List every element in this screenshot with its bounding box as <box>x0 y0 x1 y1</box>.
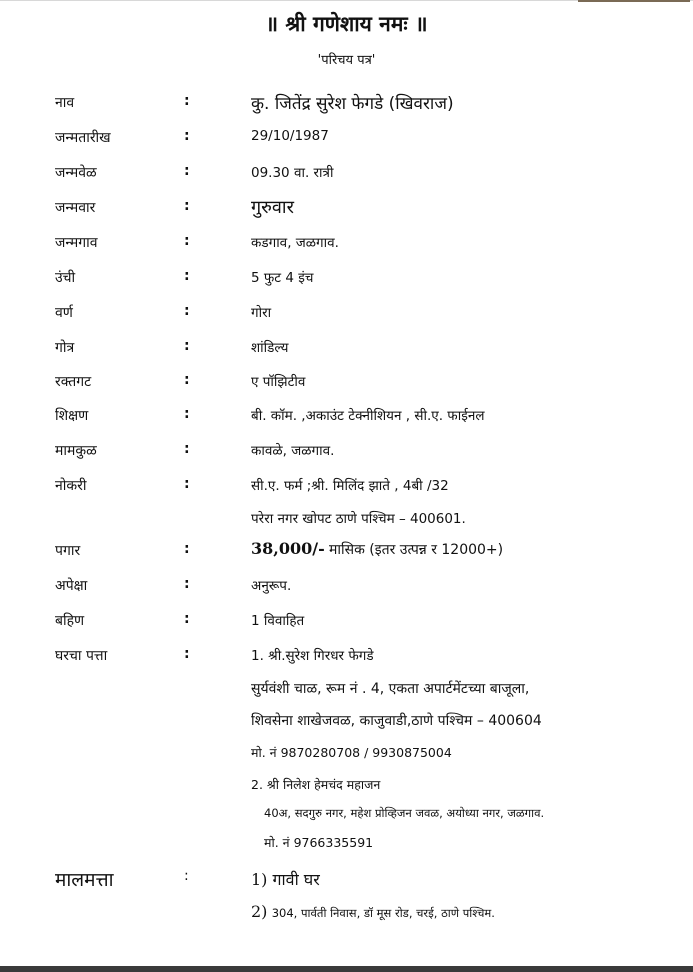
field-value: अनुरूप. <box>251 578 292 594</box>
field-row-height <box>0 268 693 292</box>
field-label: रक्तगट <box>55 374 92 390</box>
field-row-birthtime <box>0 163 693 187</box>
field-row-birthday <box>0 198 693 222</box>
field-value: बी. कॉम. ,अकाउंट टेक्नीशियन , सी.ए. फाईनल <box>251 408 485 424</box>
field-row-maternal-family <box>0 441 693 465</box>
field-label: नाव <box>55 95 75 111</box>
property-item-text: 304, पार्वती निवास, डॉ मूस रोड, चरई, ठाणे पश्चिम. <box>271 906 495 920</box>
field-colon: : <box>184 441 190 457</box>
bottom-border <box>0 966 693 972</box>
property-item-number: 1) <box>251 870 268 889</box>
field-colon: : <box>184 338 190 354</box>
field-colon: : <box>184 541 190 557</box>
field-row-complexion <box>0 303 693 327</box>
field-label: नोकरी <box>55 478 87 494</box>
field-value <box>251 539 503 559</box>
property-item-text: गावी घर <box>272 870 320 889</box>
field-label: जन्मतारीख <box>55 130 111 146</box>
address-line: मो. नं 9766335591 <box>264 835 374 850</box>
address-line: शिवसेना शाखेजवळ, काजुवाडी,ठाणे पश्चिम – 400604 <box>251 713 542 729</box>
field-colon: : <box>184 868 189 884</box>
field-row-salary <box>0 541 693 565</box>
field-row-job <box>0 476 693 500</box>
field-value: 1 विवाहित <box>251 613 305 629</box>
field-row-property <box>0 868 693 892</box>
field-label: घरचा पत्ता <box>55 648 108 664</box>
field-row-bloodgroup <box>0 372 693 396</box>
field-row-gotra <box>0 338 693 362</box>
field-colon: : <box>184 268 190 284</box>
field-row-name <box>0 93 693 117</box>
address-line: 40अ, सदगुरु नगर, महेश प्रोव्हिजन जवळ, अयोध्या नगर, जळगाव. <box>264 806 545 820</box>
property-item <box>251 902 495 921</box>
field-label: मालमत्ता <box>55 869 114 891</box>
field-label: गोत्र <box>55 340 75 356</box>
field-value: गोरा <box>251 305 272 321</box>
top-edge-mark <box>578 0 690 2</box>
field-label: वर्ण <box>55 305 73 321</box>
field-value: कडगाव, जळगाव. <box>251 235 339 251</box>
field-value: कावळे, जळगाव. <box>251 443 335 459</box>
field-row-education <box>0 406 693 430</box>
field-label: जन्मवेळ <box>55 165 97 181</box>
field-colon: : <box>184 198 190 214</box>
field-value: 5 फुट 4 इंच <box>251 270 314 286</box>
address-line: 2. श्री निलेश हेमचंद महाजन <box>251 777 381 792</box>
address-line: 1. श्री.सुरेश गिरधर फेगडे <box>251 648 374 664</box>
field-label: उंची <box>55 270 76 286</box>
field-colon: : <box>184 303 190 319</box>
address-line: सुर्यवंशी चाळ, रूम नं . 4, एकता अपार्टमेंटच्या बाजूला, <box>251 681 530 697</box>
field-row-birthplace <box>0 233 693 257</box>
property-item-number: 2) <box>251 902 268 921</box>
field-value: गुरुवार <box>251 197 294 218</box>
field-label: जन्मवार <box>55 200 96 216</box>
field-label: मामकुळ <box>55 443 97 459</box>
field-value: कु. जितेंद्र सुरेश फेगडे (खिवराज) <box>251 94 454 114</box>
field-label: बहिण <box>55 613 85 629</box>
document-title: ॥ श्री गणेशाय नमः ॥ <box>265 12 428 36</box>
address-line: मो. नं 9870280708 / 9930875004 <box>251 745 452 760</box>
field-colon: : <box>184 576 190 592</box>
field-colon: : <box>184 93 190 109</box>
field-label: जन्मगाव <box>55 235 98 251</box>
field-label: पगार <box>55 543 81 559</box>
field-value: ए पॉझिटीव <box>251 374 306 390</box>
field-colon: : <box>184 476 190 492</box>
salary-amount: 38,000/- <box>251 539 325 558</box>
field-row-sister <box>0 611 693 635</box>
field-value: 09.30 वा. रात्री <box>251 165 334 181</box>
field-colon: : <box>184 372 190 388</box>
field-row-expectation <box>0 576 693 600</box>
field-value: 29/10/1987 <box>251 128 329 144</box>
field-colon: : <box>184 233 190 249</box>
field-colon: : <box>184 406 190 422</box>
document-subtitle: 'परिचय पत्र' <box>317 53 376 68</box>
field-value: शांडिल्य <box>251 340 289 356</box>
field-label: शिक्षण <box>55 408 89 424</box>
field-value: सी.ए. फर्म ;श्री. मिलिंद झाते , 4बी /32 <box>251 478 449 494</box>
field-colon: : <box>184 646 190 662</box>
field-label: अपेक्षा <box>55 578 88 594</box>
field-row-birthdate <box>0 128 693 152</box>
field-colon: : <box>184 611 190 627</box>
job-address-line: परेरा नगर खोपट ठाणे पश्चिम – 400601. <box>251 511 466 527</box>
field-colon: : <box>184 128 190 144</box>
salary-detail: मासिक (इतर उत्पन्न र 12000+) <box>329 542 504 558</box>
property-item <box>251 868 320 890</box>
field-colon: : <box>184 163 190 179</box>
field-row-address <box>0 646 693 670</box>
